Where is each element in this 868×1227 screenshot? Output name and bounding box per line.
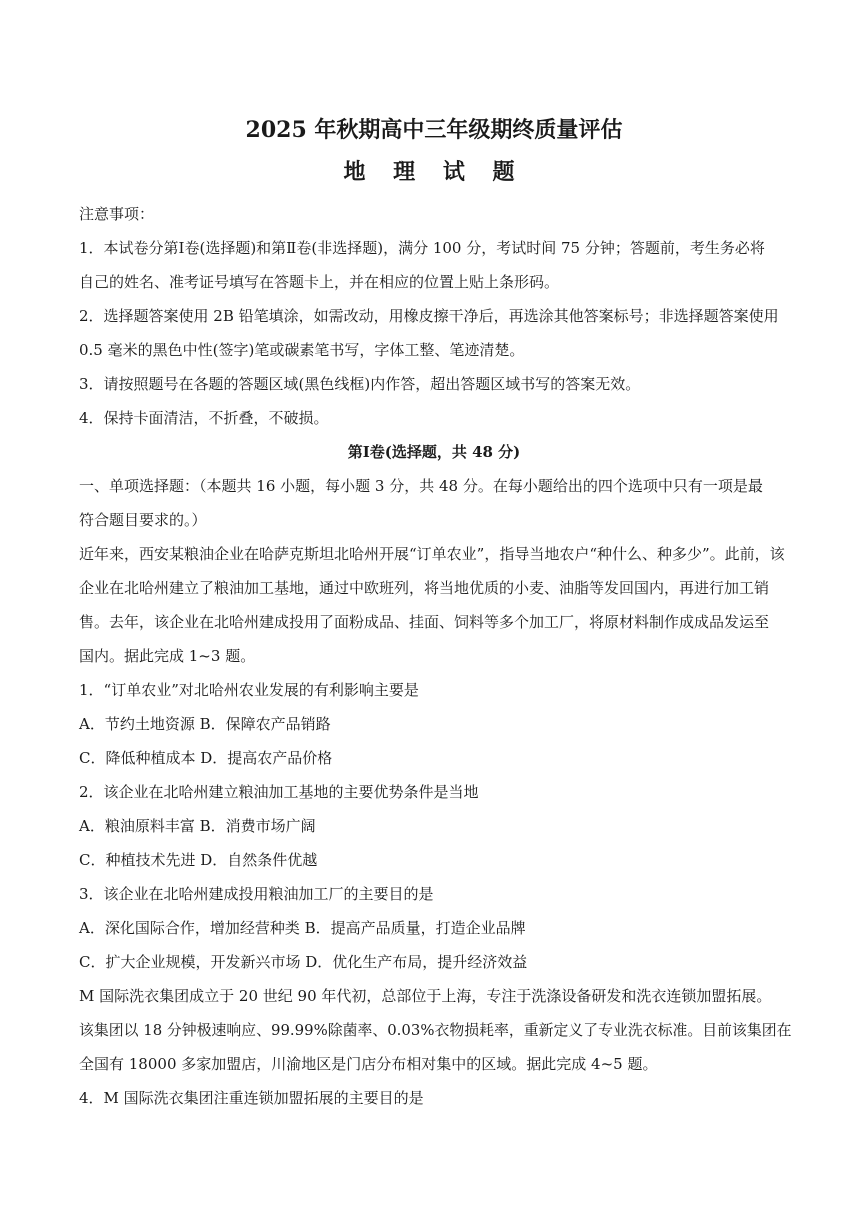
question-2-options-cd: C．种植技术先进 D．自然条件优越 (79, 851, 318, 869)
passage-1-line-3: 售。去年，该企业在北哈州建成投用了面粉成品、挂面、饲料等多个加工厂，将原材料制作成成品发运至 (79, 613, 770, 631)
subject-title: 地 理 试 题 (343, 159, 525, 185)
section-instructions-line-2: 符合题目要求的。） (79, 511, 207, 529)
question-2-stem: 2．该企业在北哈州建立粮油加工基地的主要优势条件是当地 (79, 783, 479, 801)
passage-2-line-3: 全国有 18000 多家加盟店，川渝地区是门店分布相对集中的区域。据此完成 4~5 题。 (79, 1055, 658, 1073)
question-1-options-cd: C．降低种植成本 D．提高农产品价格 (79, 749, 333, 767)
note-item-3: 3．请按照题号在各题的答题区域(黑色线框)内作答，超出答题区域书写的答案无效。 (79, 375, 641, 393)
section-heading: 第Ⅰ卷(选择题，共 48 分) (347, 443, 521, 461)
question-3-stem: 3．该企业在北哈州建成投用粮油加工厂的主要目的是 (79, 885, 434, 903)
question-1-stem: 1．“订单农业”对北哈州农业发展的有利影响主要是 (79, 681, 419, 699)
exam-title: 2025 年秋期高中三年级期终质量评估 (245, 117, 623, 143)
passage-1-line-1: 近年来，西安某粮油企业在哈萨克斯坦北哈州开展“订单农业”，指导当地农户“种什么、种多少”。此前，该 (79, 545, 785, 563)
question-1-options-ab: A．节约土地资源 B．保障农产品销路 (79, 715, 331, 733)
note-item-1-line-2: 自己的姓名、准考证号填写在答题卡上，并在相应的位置上贴上条形码。 (79, 273, 560, 291)
question-3-options-cd: C．扩大企业规模，开发新兴市场 D．优化生产布局，提升经济效益 (79, 953, 528, 971)
note-item-2-line-2: 0.5 毫米的黑色中性(签字)笔或碳素笔书写，字体工整、笔迹清楚。 (79, 341, 525, 359)
passage-2-line-1: M 国际洗衣集团成立于 20 世纪 90 年代初，总部位于上海，专注于洗涤设备研发和洗衣连锁加盟拓展。 (79, 987, 772, 1005)
question-4-stem: 4．M 国际洗衣集团注重连锁加盟拓展的主要目的是 (79, 1089, 424, 1107)
note-item-4: 4．保持卡面清洁，不折叠，不破损。 (79, 409, 329, 427)
question-3-options-ab: A．深化国际合作，增加经营种类 B．提高产品质量，打造企业品牌 (79, 919, 526, 937)
notes-heading: 注意事项： (79, 205, 155, 223)
note-item-2-line-1: 2．选择题答案使用 2B 铅笔填涂，如需改动，用橡皮擦干净后，再选涂其他答案标号；非选择题答案使用 (79, 307, 779, 325)
note-item-1-line-1: 1．本试卷分第Ⅰ卷(选择题)和第Ⅱ卷(非选择题)，满分 100 分，考试时间 75 分钟；答题前，考生务必将 (79, 239, 765, 257)
passage-1-line-2: 企业在北哈州建立了粮油加工基地，通过中欧班列，将当地优质的小麦、油脂等发回国内，再进行加工销 (79, 579, 770, 597)
question-2-options-ab: A．粮油原料丰富 B．消费市场广阔 (79, 817, 316, 835)
passage-1-line-4: 国内。据此完成 1~3 题。 (79, 647, 256, 665)
passage-2-line-2: 该集团以 18 分钟极速响应、99.99%除菌率、0.03%衣物损耗率，重新定义了专业洗衣标准。目前该集团在 (79, 1021, 792, 1039)
section-instructions-line-1: 一、单项选择题：（本题共 16 小题，每小题 3 分，共 48 分。在每小题给出的四个选项中只有一项是最 (79, 477, 763, 495)
